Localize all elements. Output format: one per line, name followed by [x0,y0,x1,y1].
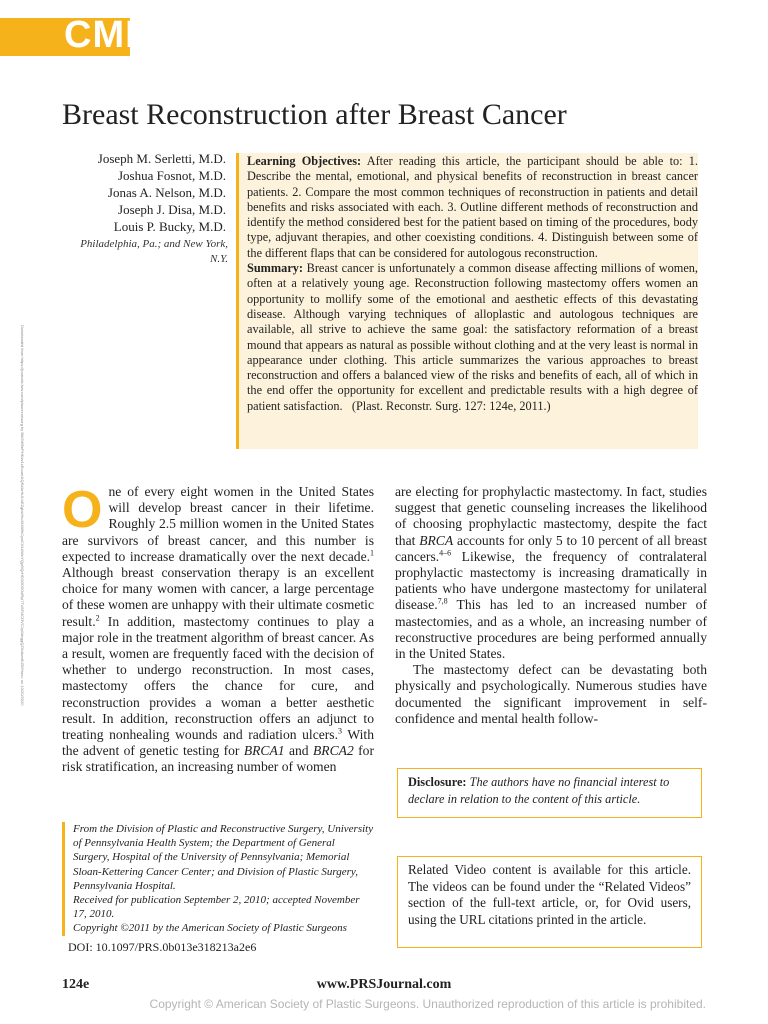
copyright-notice: Copyright © American Society of Plastic Surgeons. Unauthorized reproduction of this article is prohibited. [149,997,706,1011]
drop-cap: O [62,481,103,539]
doi-link[interactable]: DOI: 10.1097/PRS.0b013e318213a2e6 [68,940,257,954]
reference-link[interactable]: 1 [370,548,374,558]
disclosure-box [397,768,702,818]
author: Joseph M. Serletti, M.D. [97,151,226,166]
download-watermark: Downloaded from https://journals.lww.com/plasreconsurg by BhDMf5ePHKav1zEoum1tQfN4a+kJLhEZgbsIHo4XMi0hCywCX1AWnYQp/IlQrHD3i3D0OdRyi7TvSFl4Cf3VC1y0abggQZXdtwnfKZBYtws= on 10/20/2020 [20,325,25,706]
author-list [98,150,226,235]
body-column-right [395,484,707,727]
body-column-left [62,481,374,776]
summary-label: Summary: [247,261,304,276]
gene-name: BRCA [419,532,454,548]
journal-url[interactable]: www.PRSJournal.com [316,977,452,992]
body-text: With the advent of genetic testing for [62,727,374,759]
body-text: Although breast conservation therapy is an excellent choice for many women with cancer, a large percentage of these women are unhappy with their ultimate cosmetic result. [62,565,374,629]
body-text: Likewise, the frequency of contralateral prophylactic mastectomy is increasing dramatically in patients who have undergone mastectomy for unilateral disease. [395,548,707,613]
article-title: Breast Reconstruction after Breast Cancer [62,98,567,131]
reference-link[interactable]: 3 [338,726,342,736]
page-number: 124e [62,977,90,992]
body-text: This has led to an increased number of mastectomies, and as a whole, an increasing number of reconstructive procedures are being performed annually in the United States. [395,597,707,662]
author-affiliation: Philadelphia, Pa.; and New York, N.Y. [80,238,228,265]
author: Jonas A. Nelson, M.D. [107,185,226,200]
summary-text: Breast cancer is unfortunately a common disease affecting millions of women, often at a relatively young age. Reconstruction following mastectomy offers women an opportunity to mollify some of the emotional and aesthetic effects of this devastating disease. Although varying techniques of alloplastic and autologous techniques are available, all strive to achieve the same goal: the satisfactory reformation of a breast mound that appears as natural as possible without clothing and at the very least is normal in appearance under clothing. This article summarizes the various approaches to breast reconstruction and offers a balanced view of the risks and benefits of each, all of which in the end offer the opportunity for excellent and predictable results with a high degree of patient satisfaction. [247,261,698,413]
body-text: and [284,743,313,759]
gene-name: BRCA1 [243,743,285,759]
reference-link[interactable]: 4–6 [439,548,452,558]
copyright-line: Copyright ©2011 by the American Society of Plastic Surgeons [73,922,347,935]
objectives-text: After reading this article, the participant should be able to: 1. Describe the mental, emotional, and physical benefits of reconstruction in breast cancer patients. 2. Compare the most common techniques of reconstruction in patients and detail benefits and risks associated with each. 3. Outline different methods of reconstruction and identify the method considered best for the patient based on timing of the procedures, body type, adjuvant therapies, and other coexisting conditions. 4. Distinguish between some of the different flaps that can be considered for autologous reconstruction. [247,154,698,260]
footnote-affiliation-box [62,822,374,936]
abstract-box [236,153,698,449]
author: Joshua Fosnot, M.D. [118,168,226,183]
disclosure-text: The authors have no financial interest to declare in relation to the content of this article. [408,775,670,806]
body-paragraph: The mastectomy defect can be devastating both physically and psychologically. Numerous studies have documented the significant improvement in self-confidence and mental health follow- [395,662,707,726]
gene-name: BRCA2 [312,743,354,759]
affiliation-footnote: From the Division of Plastic and Reconstructive Surgery, University of Pennsylvania Health System; the Department of General Surgery, Hospital of the University of Pennsylvania; Memorial Sloan-Kettering Cancer Center; and Division of Plastic Surgery, Pennsylvania Hospital. [73,823,374,892]
body-text: for risk stratification, an increasing number of women [62,743,374,775]
body-text: are electing for prophylactic mastectomy. In fact, studies suggest that genetic counseling increases the likelihood of choosing prophylactic mastectomy, despite the fact that [395,484,707,548]
body-text: accounts for only 5 to 10 percent of all breast cancers. [395,532,707,564]
abstract-citation: (Plast. Reconstr. Surg. 127: 124e, 2011.) [351,398,551,413]
author: Joseph J. Disa, M.D. [118,202,226,217]
reference-link[interactable]: 2 [95,613,100,623]
body-text: In addition, mastectomy continues to play a major role in the treatment algorithm of breast cancer. As a result, women are frequently faced with the decision of whether to undergo reconstruction. In most cases, mastectomy offers the chance for cure, and reconstruction provides a woman a better aesthetic result. In addition, reconstruction offers an adjunct to treating nonhealing wounds and radiation ulcers. [62,613,374,743]
disclosure-label: Disclosure: [408,775,467,789]
received-date: Received for publication September 2, 2010; accepted November 17, 2010. [73,894,360,921]
related-video-box: Related Video content is available for this article. The videos can be found under the “Related Videos” section of the full-text article, or, for Ovid users, using the URL citations printed in the article. [397,856,702,948]
section-tag: CME [64,14,152,56]
body-text: ne of every eight women in the United States will develop breast cancer in their lifetime. Roughly 2.5 million women in the United States are survivors of breast cancer, and this number is expected to increase dramatically over the next decade. [62,484,374,564]
objectives-label: Learning Objectives: [247,154,362,168]
reference-link[interactable]: 7,8 [437,596,448,606]
author: Louis P. Bucky, M.D. [113,219,226,234]
